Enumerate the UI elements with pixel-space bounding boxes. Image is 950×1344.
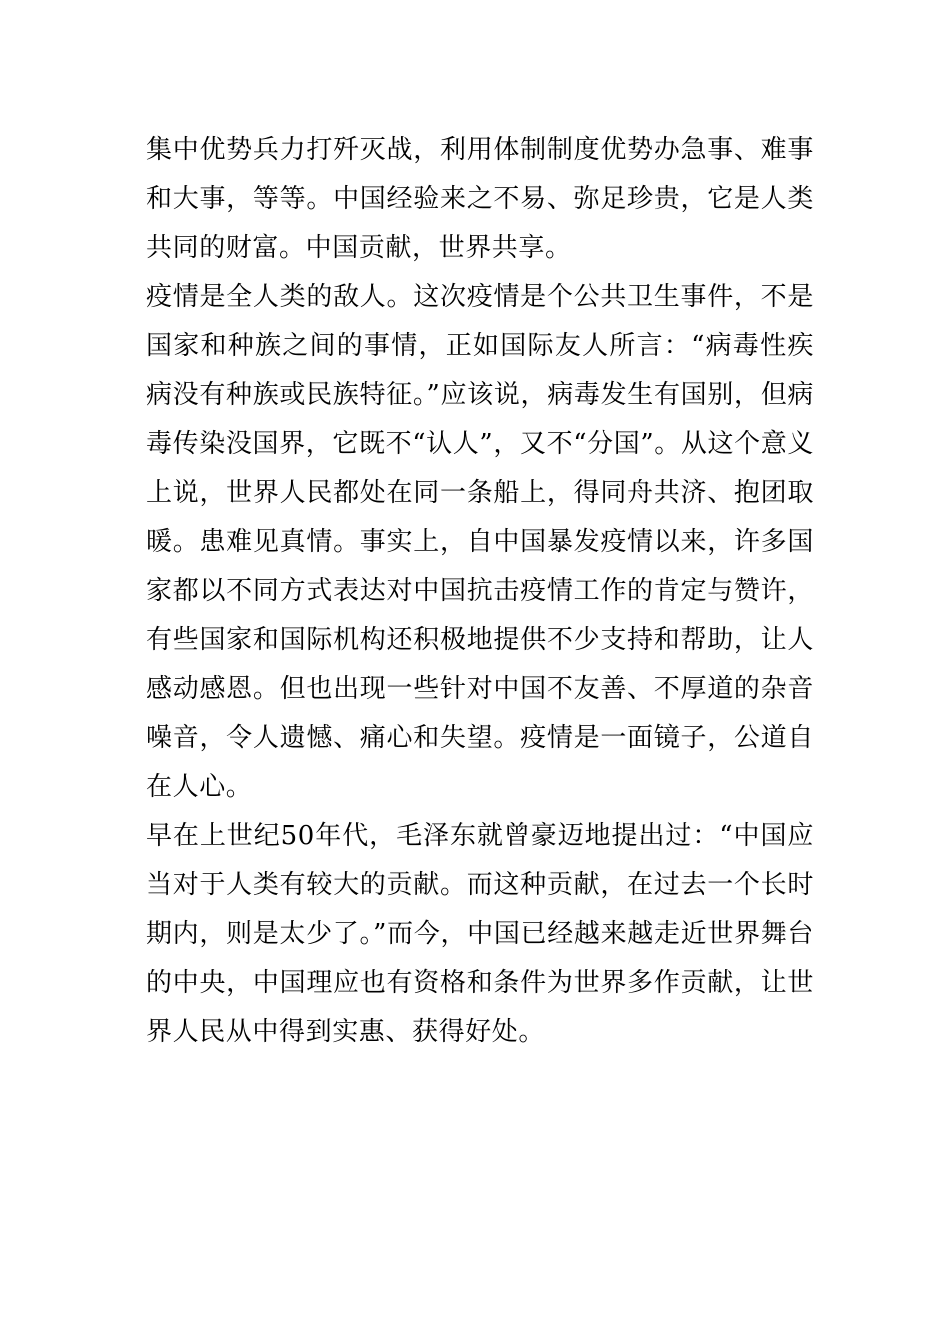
- paragraph-3: 早在上世纪50年代，毛泽东就曾豪迈地提出过：“中国应当对于人类有较大的贡献。而这种贡献，在过去一个长时期内，则是太少了。”而今，中国已经越来越走近世界舞台的中央，中国理应也有资格和条件为世界多作贡献，让世界人民从中得到实惠、获得好处。: [146, 821, 814, 1047]
- body-text: [146, 126, 814, 1057]
- paragraph-1: 集中优势兵力打歼灭战，利用体制制度优势办急事、难事和大事，等等。中国经验来之不易、弥足珍贵，它是人类共同的财富。中国贡献，世界共享。: [146, 135, 814, 263]
- paragraph-2: 疫情是全人类的敌人。这次疫情是个公共卫生事件，不是国家和种族之间的事情，正如国际友人所言：“病毒性疾病没有种族或民族特征。”应该说，病毒发生有国别，但病毒传染没国界，它既不“认人”，又不“分国”。从这个意义上说，世界人民都处在同一条船上，得同舟共济、抱团取暖。患难见真情。事实上，自中国暴发疫情以来，许多国家都以不同方式表达对中国抗击疫情工作的肯定与赞许，有些国家和国际机构还积极地提供不少支持和帮助，让人感动感恩。但也出现一些针对中国不友善、不厚道的杂音噪音，令人遗憾、痛心和失望。疫情是一面镜子，公道自在人心。: [146, 282, 814, 802]
